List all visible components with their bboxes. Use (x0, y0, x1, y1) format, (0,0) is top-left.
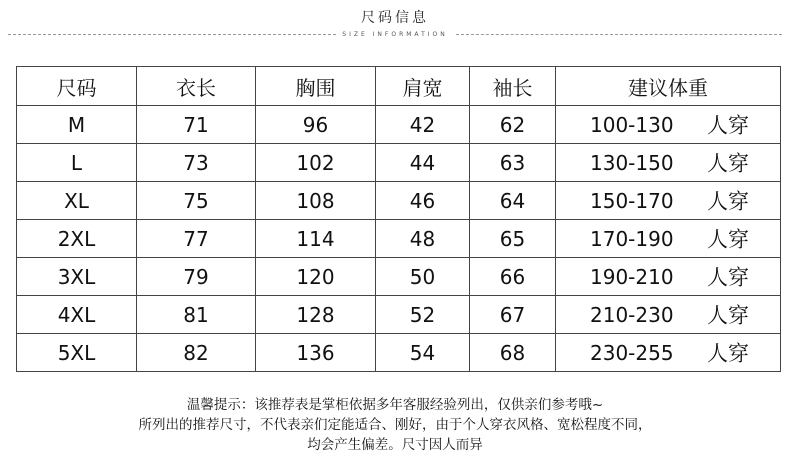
tips-line: 均会产生偏差。尺寸因人而异 (307, 437, 483, 453)
cell-sleeve: 64 (470, 182, 556, 220)
cell-shoulder: 46 (376, 182, 470, 220)
weight-range: 210-230 (590, 302, 674, 327)
cell-weight (556, 258, 781, 296)
tips-line: 所列出的推荐尺寸，不代表亲们定能适合、刚好，由于个人穿衣风格、宽松程度不同， (138, 417, 652, 433)
cell-sleeve: 67 (470, 296, 556, 334)
cell-sleeve: 65 (470, 220, 556, 258)
cell-shoulder: 42 (376, 106, 470, 144)
cell-chest: 96 (256, 106, 376, 144)
page-subtitle: SIZE INFORMATION (342, 31, 448, 38)
weight-unit: 人穿 (707, 340, 749, 365)
cell-shoulder: 44 (376, 144, 470, 182)
tips-text (0, 395, 790, 455)
column-header-weight: 建议体重 (556, 67, 781, 106)
weight-range: 150-170 (590, 188, 674, 213)
cell-chest: 120 (256, 258, 376, 296)
table-row (17, 144, 781, 182)
cell-length: 73 (137, 144, 256, 182)
cell-chest: 114 (256, 220, 376, 258)
cell-chest: 136 (256, 334, 376, 372)
weight-range: 190-210 (590, 264, 674, 289)
cell-shoulder: 52 (376, 296, 470, 334)
weight-unit: 人穿 (707, 112, 749, 137)
cell-shoulder: 54 (376, 334, 470, 372)
cell-weight (556, 106, 781, 144)
cell-length: 77 (137, 220, 256, 258)
weight-unit: 人穿 (707, 188, 749, 213)
cell-chest: 128 (256, 296, 376, 334)
cell-sleeve: 68 (470, 334, 556, 372)
cell-size: XL (17, 182, 137, 220)
table-row (17, 258, 781, 296)
table-body (17, 106, 781, 372)
header (0, 0, 790, 50)
cell-weight (556, 220, 781, 258)
cell-length: 71 (137, 106, 256, 144)
table-header (17, 67, 781, 106)
weight-unit: 人穿 (707, 264, 749, 289)
cell-length: 81 (137, 296, 256, 334)
cell-weight (556, 144, 781, 182)
cell-size: 3XL (17, 258, 137, 296)
column-header-sleeve: 袖长 (470, 67, 556, 106)
weight-range: 130-150 (590, 150, 674, 175)
table-row (17, 220, 781, 258)
cell-size: 4XL (17, 296, 137, 334)
table-row (17, 296, 781, 334)
cell-chest: 108 (256, 182, 376, 220)
cell-shoulder: 50 (376, 258, 470, 296)
cell-sleeve: 63 (470, 144, 556, 182)
cell-size: 5XL (17, 334, 137, 372)
cell-length: 75 (137, 182, 256, 220)
cell-weight (556, 182, 781, 220)
size-table (16, 66, 781, 372)
cell-size: M (17, 106, 137, 144)
cell-length: 79 (137, 258, 256, 296)
column-header-shoulder: 肩宽 (376, 67, 470, 106)
weight-unit: 人穿 (707, 302, 749, 327)
cell-shoulder: 48 (376, 220, 470, 258)
column-header-size: 尺码 (17, 67, 137, 106)
page-title: 尺码信息 (361, 10, 429, 26)
tips-line: 温馨提示：该推荐表是掌柜依据多年客服经验列出，仅供亲们参考哦~ (186, 397, 604, 413)
cell-size: L (17, 144, 137, 182)
weight-unit: 人穿 (707, 150, 749, 175)
column-header-chest: 胸围 (256, 67, 376, 106)
cell-sleeve: 66 (470, 258, 556, 296)
column-header-length: 衣长 (137, 67, 256, 106)
table-row (17, 182, 781, 220)
cell-weight (556, 334, 781, 372)
weight-unit: 人穿 (707, 226, 749, 251)
cell-sleeve: 62 (470, 106, 556, 144)
table-row (17, 106, 781, 144)
cell-length: 82 (137, 334, 256, 372)
cell-chest: 102 (256, 144, 376, 182)
cell-weight (556, 296, 781, 334)
weight-range: 170-190 (590, 226, 674, 251)
cell-size: 2XL (17, 220, 137, 258)
weight-range: 100-130 (590, 112, 674, 137)
weight-range: 230-255 (590, 340, 674, 365)
table-row (17, 334, 781, 372)
header-row (17, 67, 781, 106)
